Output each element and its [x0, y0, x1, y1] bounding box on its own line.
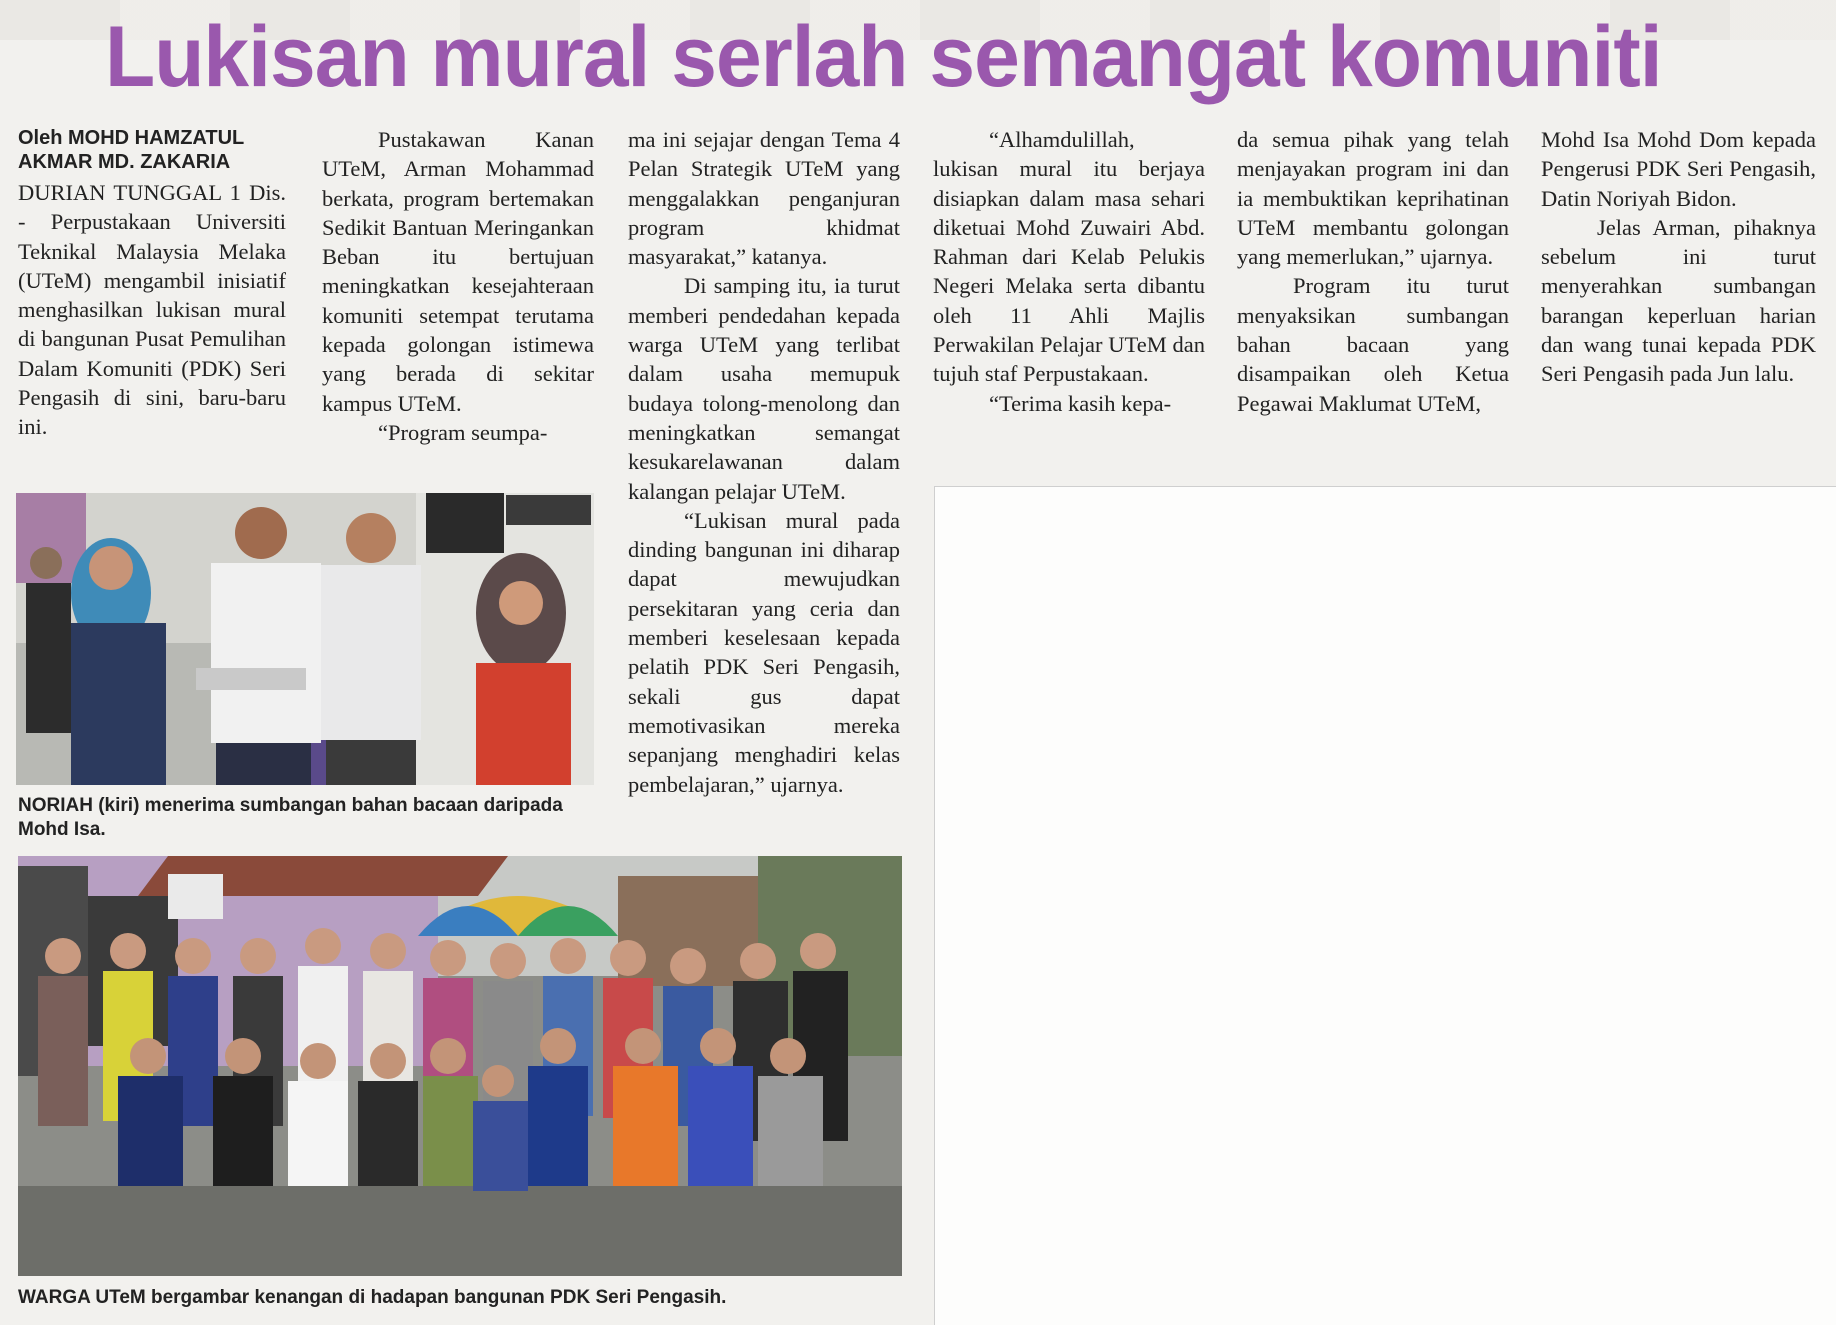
article-column-5 [1237, 125, 1509, 445]
paragraph: Pustakawan Kanan UTeM, Arman Mohammad berkata, program bertemakan Sedikit Bantuan Meringankan Beban itu bertujuan meningkatkan kesejahteraan komuniti setempat terutama kepada golongan istimewa yang berada di sekitar kampus UTeM. [322, 127, 594, 416]
paragraph: “Program seumpa- [378, 419, 548, 445]
photo-caption: NORIAH (kiri) menerima sumbangan bahan bacaan daripada Mohd Isa. [18, 795, 563, 840]
article-column-6 [1541, 125, 1816, 455]
paragraph: “Alhamdulillah, lukisan mural itu berjaya disiapkan dalam masa sehari diketuai Mohd Zuwairi Abd. Rahman dari Kelab Pelukis Negeri Melaka serta dibantu oleh 11 Ahli Majlis Perwakilan Pelajar UTeM dan tujuh staf Perpustakaan. [933, 127, 1205, 387]
photo-group [18, 856, 902, 1276]
photo-caption: WARGA UTeM bergambar kenangan di hadapan bangunan PDK Seri Pengasih. [18, 1287, 727, 1308]
paragraph: Di samping itu, ia turut memberi pendedahan kepada warga UTeM yang terlibat dalam usaha memupuk budaya tolong-menolong dan meningkatkan semangat kesukarelawanan dalam kalangan pelajar UTeM. [628, 273, 900, 504]
headline: Lukisan mural serlah semangat komuniti [105, 9, 1662, 105]
paragraph: Program itu turut menyaksikan sumbangan bahan bacaan yang disampaikan oleh Ketua Pegawai Maklumat UTeM, [1237, 273, 1509, 416]
article-column-4 [933, 125, 1205, 445]
paragraph: “Terima kasih kepa- [989, 390, 1172, 416]
article-column-1 [18, 178, 286, 478]
paragraph: ma ini sejajar dengan Tema 4 Pelan Strategik UTeM yang menggalakkan penganjuran program khidmat masyarakat,” katanya. [628, 127, 900, 270]
paragraph: Jelas Arman, pihaknya sebelum ini turut menyerahkan sumbangan barangan keperluan harian dan wang tunai kepada PDK Seri Pengasih pada Jun lalu. [1541, 214, 1816, 387]
byline: Oleh MOHD HAMZATUL AKMAR MD. ZAKARIA [18, 127, 244, 173]
blank-scan-area [934, 486, 1836, 1325]
paragraph: da semua pihak yang telah menjayakan program ini dan ia membuktikan keprihatinan UTeM membantu golongan yang memerlukan,” ujarnya. [1237, 127, 1509, 270]
paragraph: DURIAN TUNGGAL 1 Dis. - Perpustakaan Universiti Teknikal Malaysia Melaka (UTeM) mengambil inisiatif menghasilkan lukisan mural di bangunan Pusat Pemulihan Dalam Komuniti (PDK) Seri Pengasih di sini, baru-baru ini. [18, 180, 286, 440]
paragraph: “Lukisan mural pada dinding bangunan ini diharap dapat mewujudkan persekitaran yang ceria dan memberi keselesaan kepada pelatih PDK Seri Pengasih, sekali gus dapat memotivasikan mereka sepanjang menghadiri kelas pembelajaran,” ujarnya. [628, 507, 900, 797]
article-column-3 [628, 125, 900, 833]
paragraph: Mohd Isa Mohd Dom kepada Pengerusi PDK Seri Pengasih, Datin Noriyah Bidon. [1541, 127, 1816, 211]
photo-handover [16, 493, 594, 785]
article-column-2 [322, 125, 594, 455]
